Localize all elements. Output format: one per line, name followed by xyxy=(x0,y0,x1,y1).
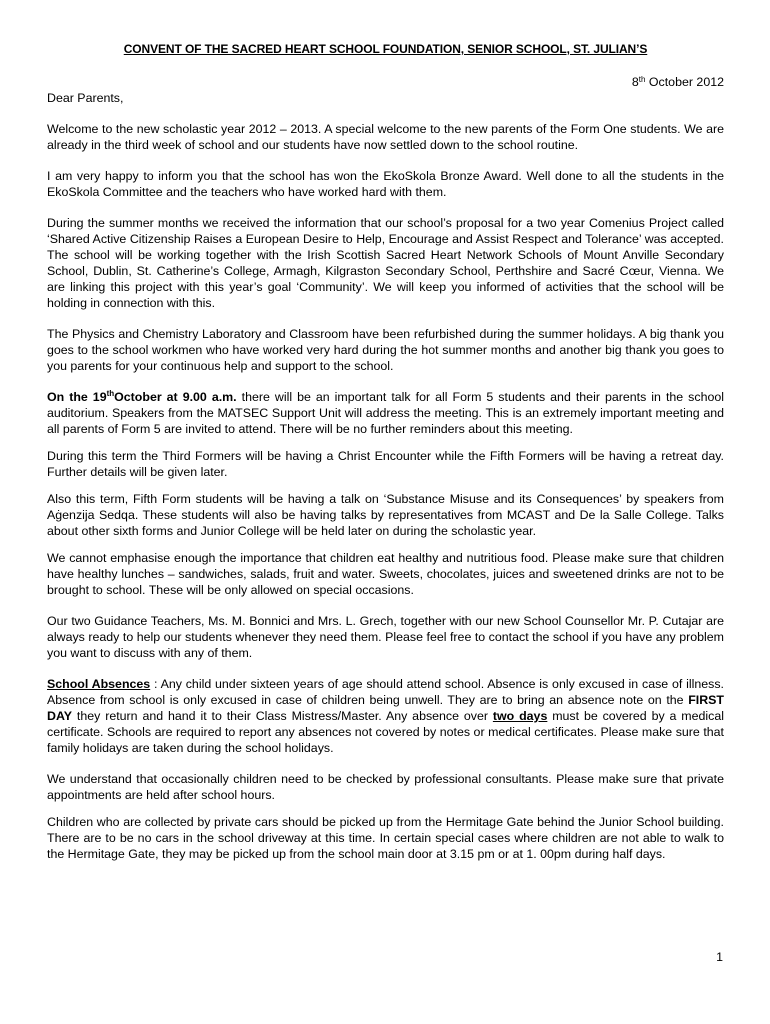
absences-heading: School Absences xyxy=(47,677,151,691)
paragraph-appointments: We understand that occasionally children need to be checked by professional consultants. Please make sure that private appointments are held after school hours. xyxy=(47,772,724,802)
meeting-text: there will be an important talk for all Form 5 students and their parents in the school auditorium. Speakers from the MATSEC Support Unit will address the meeting. This is an extremely important meeting and all parents of Form 5 are invited to attend. There will be no further reminders about this meeting. xyxy=(47,390,724,436)
paragraph-absences xyxy=(47,676,724,756)
paragraph-form5-meeting xyxy=(47,389,724,437)
paragraph-laboratory: The Physics and Chemistry Laboratory and Classroom have been refurbished during the summer holidays. A big thank you goes to the school workmen who have worked very hard during the hot summer months and another big thank you goes to you parents for your continuous help and support to the school. xyxy=(47,327,724,373)
paragraph-ekoskola: I am very happy to inform you that the school has won the EkoSkola Bronze Award. Well done to all the students in the EkoSkola Committee and the teachers who have worked hard with them. xyxy=(47,169,724,199)
meeting-date-a: On the 19 xyxy=(47,390,107,404)
absences-text-2: they return and hand it to their Class Mistress/Master. Any absence over xyxy=(72,709,493,723)
paragraph-healthy-food: We cannot emphasise enough the importance that children eat healthy and nutritious food. Please make sure that children have healthy lunches – sandwiches, salads, fruit and water. Sweets, chocolates, juices and sweetened drinks are not to be brought to school. These will be only allowed on special occasions. xyxy=(47,551,724,597)
date-day: 8 xyxy=(631,75,639,89)
page-number: 1 xyxy=(716,950,723,964)
absences-first-day: FIRST DAY xyxy=(47,693,724,723)
paragraph-christ-encounter: During this term the Third Formers will be having a Christ Encounter while the Fifth Formers will be having a retreat day. Further details will be given later. xyxy=(47,449,724,479)
absences-text-3: must be covered by a medical certificate. Schools are required to report any absences not covered by notes or medical certificates. Please make sure that family holidays are taken during the school holidays. xyxy=(47,709,724,755)
absences-two-days: two days xyxy=(492,709,548,723)
meeting-date-b: October at 9.00 a.m. xyxy=(114,390,237,404)
letter-title: CONVENT OF THE SACRED HEART SCHOOL FOUNDATION, SENIOR SCHOOL, ST. JULIAN’S xyxy=(123,42,648,56)
letter-page xyxy=(47,42,724,877)
date-rest: October 2012 xyxy=(645,75,724,89)
date-suffix: th xyxy=(638,75,646,84)
meeting-date-sup: th xyxy=(106,389,115,398)
letter-date xyxy=(47,75,724,89)
paragraph-guidance: Our two Guidance Teachers, Ms. M. Bonnici and Mrs. L. Grech, together with our new School Counsellor Mr. P. Cutajar are always ready to help our students whenever they need them. Please feel free to contact the school if you have any problem you want to discuss with any of them. xyxy=(47,614,724,660)
paragraph-welcome: Welcome to the new scholastic year 2012 – 2013. A special welcome to the new parents of the Form One students. We are already in the third week of school and our students have now settled down to the school routine. xyxy=(47,122,724,152)
paragraph-substance-talk: Also this term, Fifth Form students will be having a talk on ‘Substance Misuse and its Consequences’ by speakers from Aġenzija Sedqa. These students will also be having talks by representatives from MCAST and De la Salle College. Talks about other sixth forms and Junior College will be held later on during the scholastic year. xyxy=(47,492,724,538)
paragraph-pickup: Children who are collected by private cars should be picked up from the Hermitage Gate behind the Junior School building. There are to be no cars in the school driveway at this time. In certain special cases where children are not able to walk to the Hermitage Gate, they may be picked up from the school main door at 3.15 pm or at 1. 00pm during half days. xyxy=(47,815,724,861)
paragraph-comenius: During the summer months we received the information that our school’s proposal for a two year Comenius Project called ‘Shared Active Citizenship Raises a European Desire to Help, Encourage and Assist Respect and Tolerance’ was accepted. The school will be working together with the Irish Scottish Sacred Heart Network Schools of Mount Anville Secondary School, Dublin, St. Catherine’s College, Armagh, Kilgraston Secondary School, Perthshire and Sacré Cœur, Vienna. We are linking this project with this year’s goal ‘Community’. We will keep you informed of activities that the school will be holding in connection with this. xyxy=(47,216,724,310)
salutation: Dear Parents, xyxy=(47,91,124,105)
absences-text-1: : Any child under sixteen years of age should attend school. Absence is only excused in case of illness. Absence from school is only excused in case of children being unwell. They are to bring an absence note on the xyxy=(47,677,724,707)
